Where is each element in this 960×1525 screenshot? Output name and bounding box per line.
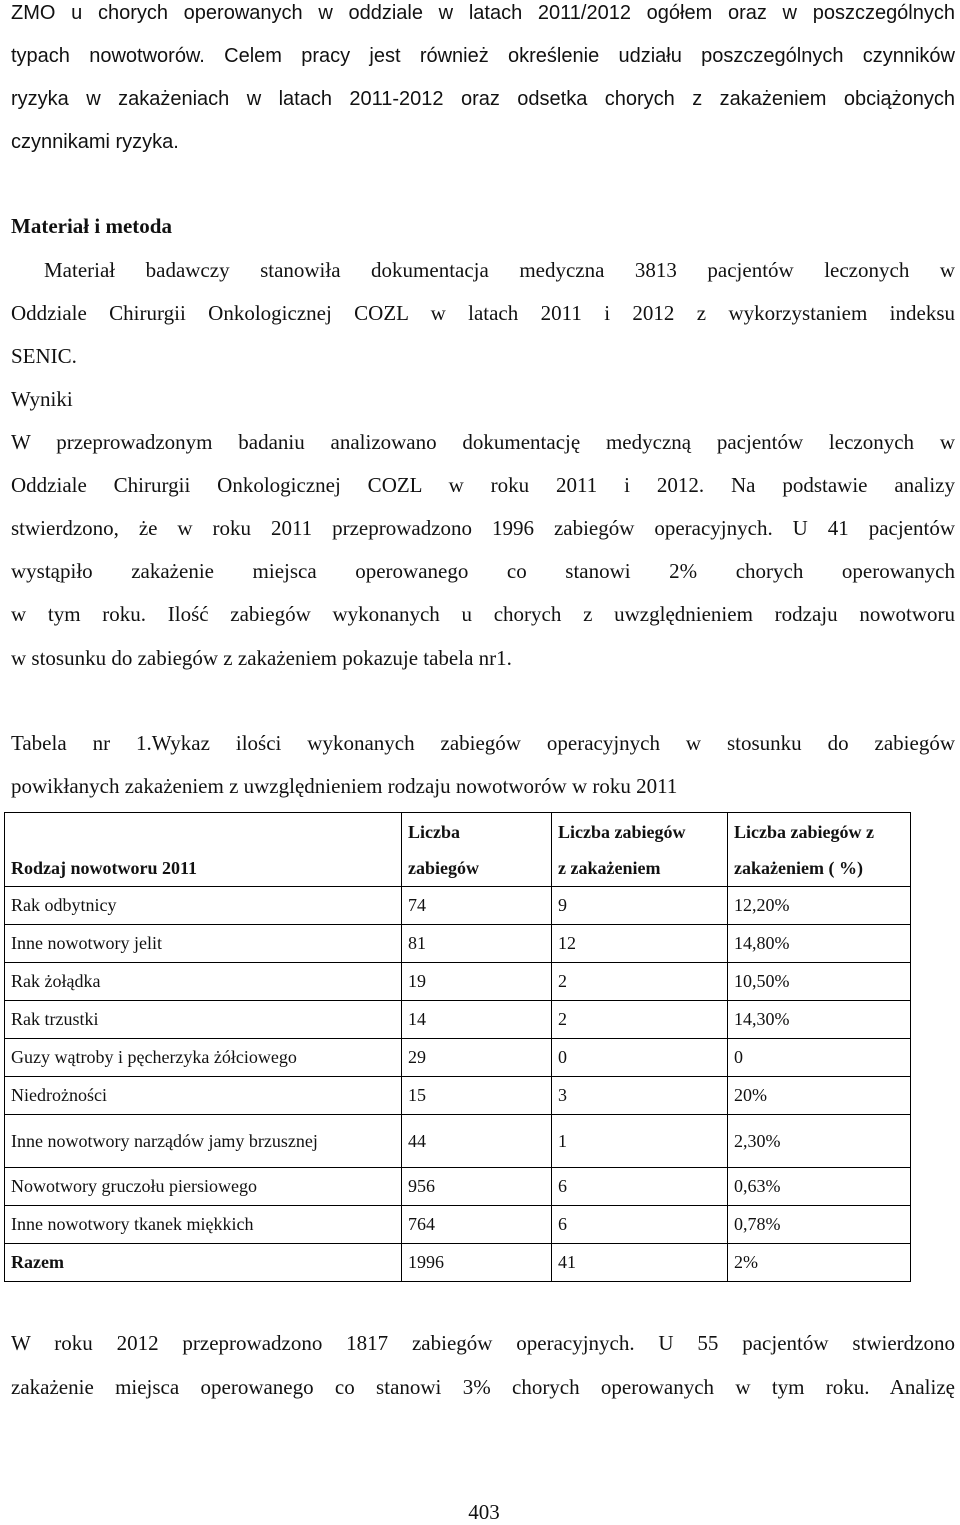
intro-line-3: ryzyka w zakażeniach w latach 2011-2012 oraz odsetka chorych z zakażeniem obciążonych — [11, 88, 955, 110]
cell-infected: 12 — [552, 925, 728, 963]
cell-percent: 14,80% — [728, 925, 911, 963]
cell-percent: 12,20% — [728, 887, 911, 925]
cell-cancer-type: Rak trzustki — [5, 1001, 402, 1039]
cell-cancer-type: Nowotwory gruczołu piersiowego — [5, 1168, 402, 1206]
table-row — [5, 1206, 911, 1244]
cell-procedures: 764 — [402, 1206, 552, 1244]
cell-procedures: 15 — [402, 1077, 552, 1115]
cell-infected: 9 — [552, 887, 728, 925]
table-row — [5, 1168, 911, 1206]
results-line-6: w stosunku do zabiegów z zakażeniem pokazuje tabela nr1. — [11, 646, 512, 670]
table-row — [5, 1001, 911, 1039]
cell-infected: 6 — [552, 1206, 728, 1244]
table-caption-line-1: Tabela nr 1.Wykaz ilości wykonanych zabiegów operacyjnych w stosunku do zabiegów — [11, 731, 955, 755]
cell-procedures: 1996 — [402, 1244, 552, 1282]
results-line-3: stwierdzono, że w roku 2011 przeprowadzono 1996 zabiegów operacyjnych. U 41 pacjentów — [11, 516, 955, 540]
after-line-2: zakażenie miejsca operowanego co stanowi 3% chorych operowanych w tym roku. Analizę — [11, 1375, 955, 1399]
table-row — [5, 1115, 911, 1168]
cell-infected: 2 — [552, 1001, 728, 1039]
cell-cancer-type: Rak odbytnicy — [5, 887, 402, 925]
header-infected-percent: Liczba zabiegów z zakażeniem ( %) — [728, 813, 911, 887]
cell-cancer-type: Guzy wątroby i pęcherzyka żółciowego — [5, 1039, 402, 1077]
cell-infected: 2 — [552, 963, 728, 1001]
material-line-2: Oddziale Chirurgii Onkologicznej COZL w latach 2011 i 2012 z wykorzystaniem indeksu — [11, 301, 955, 325]
results-line-5: w tym roku. Ilość zabiegów wykonanych u chorych z uwzględnieniem rodzaju nowotworu — [11, 602, 955, 626]
table-row — [5, 887, 911, 925]
table-caption-line-2: powikłanych zakażeniem z uwzględnieniem rodzaju nowotworów w roku 2011 — [11, 774, 678, 798]
table-row — [5, 1077, 911, 1115]
cell-infected: 1 — [552, 1115, 728, 1168]
material-line-3: SENIC. — [11, 344, 77, 368]
results-line-2: Oddziale Chirurgii Onkologicznej COZL w roku 2011 i 2012. Na podstawie analizy — [11, 473, 955, 497]
cell-procedures: 81 — [402, 925, 552, 963]
cell-percent: 14,30% — [728, 1001, 911, 1039]
cell-procedures: 956 — [402, 1168, 552, 1206]
header-infected-count: Liczba zabiegów z zakażeniem — [552, 813, 728, 887]
cell-procedures: 29 — [402, 1039, 552, 1077]
cell-percent: 0 — [728, 1039, 911, 1077]
page-number: 403 — [468, 1500, 500, 1524]
cell-procedures: 74 — [402, 887, 552, 925]
cell-infected: 41 — [552, 1244, 728, 1282]
cell-cancer-type: Niedrożności — [5, 1077, 402, 1115]
cell-procedures: 19 — [402, 963, 552, 1001]
infections-table — [4, 812, 911, 1282]
cell-percent: 20% — [728, 1077, 911, 1115]
cell-infected: 0 — [552, 1039, 728, 1077]
cell-cancer-type: Inne nowotwory tkanek miękkich — [5, 1206, 402, 1244]
cell-cancer-type: Inne nowotwory narządów jamy brzusznej — [5, 1115, 402, 1168]
after-line-1: W roku 2012 przeprowadzono 1817 zabiegów operacyjnych. U 55 pacjentów stwierdzono — [11, 1331, 955, 1355]
material-heading: Materiał i metoda — [11, 214, 172, 238]
material-line-1: Materiał badawczy stanowiła dokumentacja medyczna 3813 pacjentów leczonych w — [44, 258, 955, 282]
table-header-row — [5, 813, 911, 887]
header-cancer-type: Rodzaj nowotworu 2011 — [5, 813, 402, 887]
cell-percent: 2,30% — [728, 1115, 911, 1168]
cell-cancer-type: Rak żołądka — [5, 963, 402, 1001]
results-line-1: W przeprowadzonym badaniu analizowano dokumentację medyczną pacjentów leczonych w — [11, 430, 955, 454]
intro-line-4: czynnikami ryzyka. — [11, 131, 179, 153]
cell-procedures: 14 — [402, 1001, 552, 1039]
table-row — [5, 963, 911, 1001]
cell-cancer-type: Inne nowotwory jelit — [5, 925, 402, 963]
cell-infected: 3 — [552, 1077, 728, 1115]
cell-percent: 0,63% — [728, 1168, 911, 1206]
table-row — [5, 1039, 911, 1077]
cell-percent: 0,78% — [728, 1206, 911, 1244]
cell-percent: 2% — [728, 1244, 911, 1282]
intro-line-1: ZMO u chorych operowanych w oddziale w latach 2011/2012 ogółem oraz w poszczególnych — [11, 2, 955, 24]
results-heading: Wyniki — [11, 387, 73, 411]
table-total-row — [5, 1244, 911, 1282]
cell-percent: 10,50% — [728, 963, 911, 1001]
results-line-4: wystąpiło zakażenie miejsca operowanego co stanowi 2% chorych operowanych — [11, 559, 955, 583]
table-row — [5, 925, 911, 963]
intro-line-2: typach nowotworów. Celem pracy jest również określenie udziału poszczególnych czynników — [11, 45, 955, 67]
cell-infected: 6 — [552, 1168, 728, 1206]
cell-procedures: 44 — [402, 1115, 552, 1168]
header-procedures-count: Liczba zabiegów — [402, 813, 552, 887]
cell-total-label: Razem — [5, 1244, 402, 1282]
